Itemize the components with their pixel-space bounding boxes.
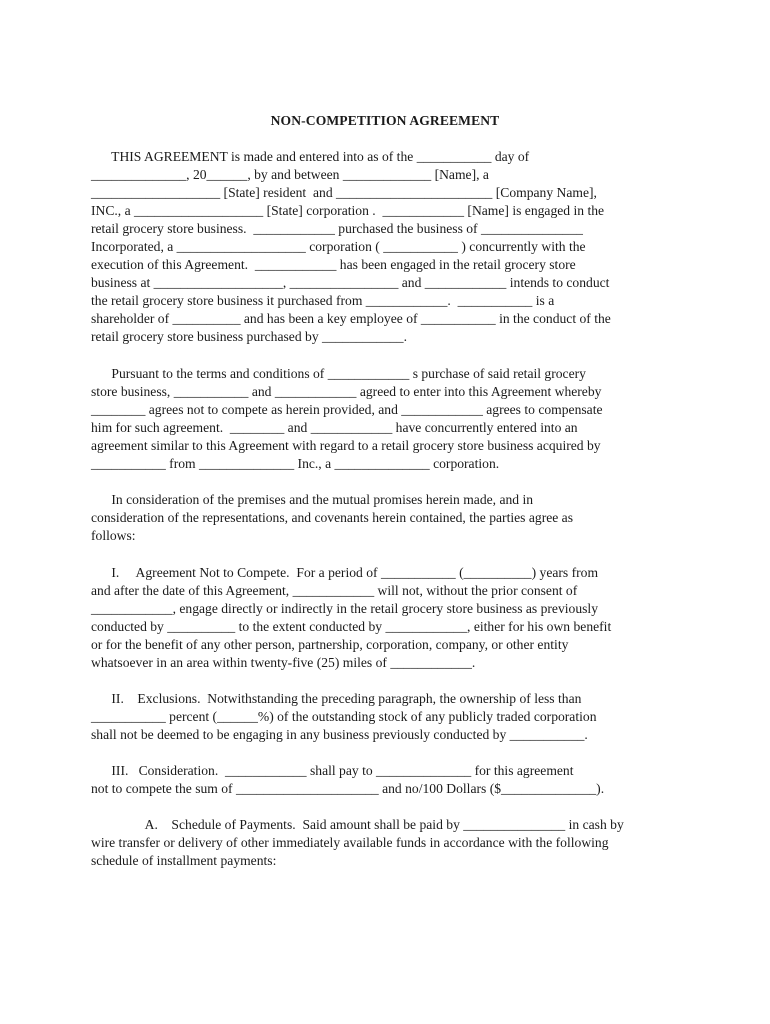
consideration-intro-paragraph	[91, 491, 691, 545]
section-i-paragraph	[91, 564, 691, 672]
text-line: consideration of the representations, and covenants herein contained, the parties agree as	[91, 510, 574, 525]
text-line: the retail grocery store business it purchased from ____________. ___________ is a	[91, 293, 555, 308]
text-line: A. Schedule of Payments. Said amount shall be paid by _______________ in cash by	[91, 817, 624, 832]
text-line: wire transfer or delivery of other immediately available funds in accordance with the following	[91, 835, 609, 850]
text-line: shall not be deemed to be engaging in any business previously conducted by ___________.	[91, 727, 588, 742]
text-line: not to compete the sum of _____________________ and no/100 Dollars ($______________).	[91, 781, 605, 796]
text-line: In consideration of the premises and the mutual promises herein made, and in	[91, 492, 534, 507]
text-line: ______________, 20______, by and between _____________ [Name], a	[91, 167, 489, 182]
text-line: THIS AGREEMENT is made and entered into as of the ___________ day of	[91, 149, 530, 164]
text-line: I. Agreement Not to Compete. For a period of ___________ (__________) years from	[91, 565, 599, 580]
text-line: ___________________ [State] resident and _______________________ [Company Name],	[91, 185, 597, 200]
section-iii-paragraph	[91, 762, 691, 798]
text-line: store business, ___________ and ____________ agreed to enter into this Agreement whereby	[91, 384, 602, 399]
text-line: and after the date of this Agreement, ____________ will not, without the prior consent of	[91, 583, 578, 598]
text-line: Incorporated, a ___________________ corporation ( ___________ ) concurrently with the	[91, 239, 586, 254]
pursuant-paragraph	[91, 365, 691, 473]
text-line: II. Exclusions. Notwithstanding the preceding paragraph, the ownership of less than	[91, 691, 582, 706]
text-line: or for the benefit of any other person, partnership, corporation, company, or other entity	[91, 637, 569, 652]
text-line: shareholder of __________ and has been a key employee of ___________ in the conduct of the	[91, 311, 611, 326]
text-line: business at ___________________, ________________ and ____________ intends to conduct	[91, 275, 610, 290]
subsection-a-paragraph	[91, 816, 691, 870]
text-line: retail grocery store business purchased by ____________.	[91, 329, 407, 344]
text-line: Pursuant to the terms and conditions of ____________ s purchase of said retail grocery	[91, 366, 586, 381]
text-line: ___________ from ______________ Inc., a ______________ corporation.	[91, 456, 500, 471]
section-ii-paragraph	[91, 690, 691, 744]
text-line: agreement similar to this Agreement with regard to a retail grocery store business acquired by	[91, 438, 601, 453]
text-line: schedule of installment payments:	[91, 853, 277, 868]
recital-paragraph	[91, 148, 691, 346]
text-line: whatsoever in an area within twenty-five (25) miles of ____________.	[91, 655, 476, 670]
text-line: ________ agrees not to compete as herein provided, and ____________ agrees to compensate	[91, 402, 603, 417]
text-line: ____________, engage directly or indirectly in the retail grocery store business as previously	[91, 601, 598, 616]
text-line: execution of this Agreement. ____________ has been engaged in the retail grocery store	[91, 257, 576, 272]
text-line: him for such agreement. ________ and ____________ have concurrently entered into an	[91, 420, 578, 435]
text-line: ___________ percent (______%) of the outstanding stock of any publicly traded corporation	[91, 709, 597, 724]
text-line: retail grocery store business. ____________ purchased the business of _______________	[91, 221, 583, 236]
text-line: follows:	[91, 528, 136, 543]
text-line: conducted by __________ to the extent conducted by ____________, either for his own benefit	[91, 619, 612, 634]
document-title: NON-COMPETITION AGREEMENT	[270, 113, 500, 128]
text-line: III. Consideration. ____________ shall pay to ______________ for this agreement	[91, 763, 574, 778]
text-line: INC., a ___________________ [State] corporation . ____________ [Name] is engaged in the	[91, 203, 605, 218]
